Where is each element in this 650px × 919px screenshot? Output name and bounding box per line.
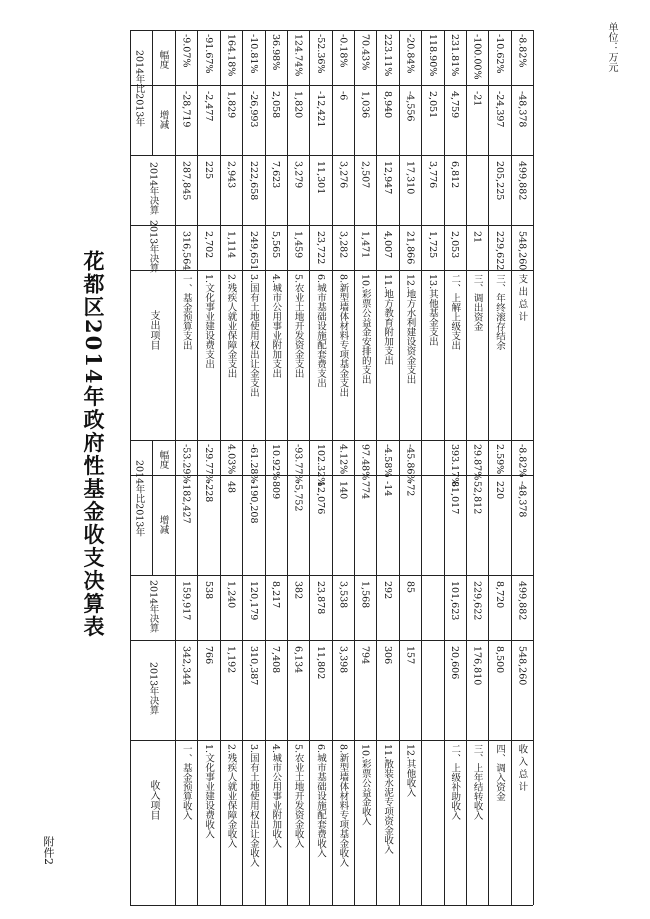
income-row-rule: [354, 440, 355, 905]
expense-row-item: 3.国有土地使用权出让金支出: [247, 274, 259, 398]
expense-row-2013: 2,053: [449, 231, 461, 259]
expense-row-change: 2,058: [270, 91, 282, 119]
income-row-item: 三、上年结转收入: [471, 744, 483, 820]
expense-row-change: 8,940: [382, 91, 394, 119]
expense-row-rate: 118.90%: [426, 34, 438, 77]
expense-row-rule: [511, 30, 512, 440]
expense-row-rule: [444, 30, 445, 440]
income-row-item: 6.城市基础设施配套费收入: [314, 744, 326, 858]
expense-header-item: 支出项目: [148, 310, 159, 350]
income-row-2014: 499,882: [516, 581, 528, 621]
income-row-change: 52,812: [471, 481, 483, 515]
income-row-2013: 794: [359, 646, 371, 665]
income-row-rule: [444, 440, 445, 905]
income-row-rule: [220, 440, 221, 905]
expense-row-2013: 1,471: [359, 231, 371, 259]
expense-row-2013: 5,565: [270, 231, 282, 259]
expense-row-rate: -0.18%: [337, 34, 349, 68]
income-row-rate: 393.17%: [449, 444, 461, 487]
income-row-item: 2.残疾人就业保障金收入: [225, 744, 237, 849]
expense-row-2013: 1,725: [426, 231, 438, 259]
expense-row-rule: [197, 30, 198, 440]
expense-row-2014: 3,276: [337, 161, 349, 189]
expense-row-rule: [242, 30, 243, 440]
expense-row-rate: 70.43%: [359, 34, 371, 71]
expense-row-item: 10.彩票公益金安排的支出: [359, 274, 371, 385]
expense-row-2014: 3,776: [426, 161, 438, 189]
income-row-2014: 120,179: [247, 581, 259, 621]
income-row-2013: 3,398: [337, 646, 349, 674]
income-row-change: 140: [337, 481, 349, 500]
income-row-change: -190,208: [247, 481, 259, 524]
income-row-2013: 1,192: [225, 646, 237, 674]
expense-row-rate: -9.07%: [180, 34, 192, 68]
expense-row-2013: 316,564: [180, 231, 192, 271]
income-row-2013: 6,134: [292, 646, 304, 674]
expense-row-item: 8.新型墙体材料专项基金支出: [337, 274, 349, 398]
income-row-item: 4.城市公用事业附加收入: [270, 744, 282, 849]
expense-row-2014: 3,279: [292, 161, 304, 189]
expense-row-rule: [287, 30, 288, 440]
income-row-rule: [376, 440, 377, 905]
header-rule: [175, 30, 176, 905]
expense-row-2014: 287,845: [180, 161, 192, 201]
expense-header-subrule: [152, 30, 153, 155]
income-row-2014: 1,568: [359, 581, 371, 609]
income-header-2013: 2013年决算: [147, 662, 159, 715]
income-row-change: 774: [359, 481, 371, 500]
expense-row-2013: 249,651: [247, 231, 259, 271]
income-row-item: 3.国有土地使用权出让金收入: [247, 744, 259, 868]
income-row-rate: -8.82%: [516, 444, 528, 478]
income-row-2014: 85: [404, 581, 416, 594]
expense-row-rate: 124.74%: [292, 34, 304, 77]
expense-row-item: 4.城市公用事业附加支出: [270, 274, 282, 379]
income-row-item: 二、上级补助收入: [449, 744, 461, 820]
table-border-bottom: [533, 30, 534, 905]
expense-row-2014: 225: [203, 161, 215, 180]
expense-row-rate: 223.11%: [382, 34, 394, 77]
expense-row-item: 5.农业土地开发资金支出: [292, 274, 304, 379]
income-row-rate: -53.29%: [180, 444, 192, 484]
income-row-2013: 548,260: [516, 646, 528, 686]
income-row-rate: 10.92%: [270, 444, 282, 481]
income-row-rate: 97.48%: [359, 444, 371, 481]
expense-row-change: -6: [337, 91, 349, 101]
income-row-2014: 1,240: [225, 581, 237, 609]
expense-row-rate: -52.36%: [314, 34, 326, 74]
income-row-change: -48,378: [516, 481, 528, 518]
expense-header-change: 增减: [157, 110, 169, 129]
income-row-rule: [309, 440, 310, 905]
expense-row-item: 一、基金预算支出: [180, 274, 192, 350]
expense-row-rate: 36.98%: [270, 34, 282, 71]
income-row-2013: 766: [203, 646, 215, 665]
expense-row-2014: 2,507: [359, 161, 371, 189]
income-row-2013: 310,387: [247, 646, 259, 686]
income-header-compare: 2014年比2013年: [133, 460, 145, 537]
income-row-rule: [466, 440, 467, 905]
income-row-rate: -29.77%: [203, 444, 215, 484]
income-header-subrule: [152, 440, 153, 575]
page-title: 花都区2014年政府性基金收支决算表: [81, 250, 106, 639]
income-row-2014: 229,622: [471, 581, 483, 621]
expense-row-item: 13.其他基金支出: [426, 274, 438, 347]
income-row-item: 四、调入资金: [493, 744, 505, 801]
expense-row-rate: -91.67%: [203, 34, 215, 74]
expense-row-change: -24,397: [493, 91, 505, 128]
expense-row-2014: 499,882: [516, 161, 528, 201]
income-row-2013: 176,810: [471, 646, 483, 686]
expense-row-2013: 21,866: [404, 231, 416, 265]
expense-row-rule: [399, 30, 400, 440]
expense-row-rule: [421, 30, 422, 440]
expense-row-2014: 7,623: [270, 161, 282, 189]
expense-row-2013: 1,459: [292, 231, 304, 259]
expense-row-change: -12,421: [314, 91, 326, 128]
expense-row-2013: 229,622: [493, 231, 505, 271]
income-row-change: -182,427: [180, 481, 192, 524]
income-row-2014: 538: [203, 581, 215, 600]
income-row-2014: 8,217: [270, 581, 282, 609]
expense-row-item: 1.文化事业建设费支出: [203, 274, 215, 369]
expense-row-change: -26,993: [247, 91, 259, 128]
income-row-item: 5.农业土地开发资金收入: [292, 744, 304, 849]
expense-row-2014: 12,947: [382, 161, 394, 195]
expense-row-rate: -100.00%: [471, 34, 483, 80]
expense-row-2014: 6,812: [449, 161, 461, 189]
income-row-rule: [399, 440, 400, 905]
expense-row-rule: [354, 30, 355, 440]
income-row-change: -228: [203, 481, 215, 503]
expense-row-rule: [332, 30, 333, 440]
income-row-rate: -61.28%: [247, 444, 259, 484]
expense-row-item: 二、上解上级支出: [449, 274, 461, 350]
income-row-2013: 11,802: [314, 646, 326, 680]
expense-header-compare: 2014年比2013年: [133, 50, 145, 127]
income-header-2014: 2014年决算: [147, 579, 159, 633]
expense-row-2013: 548,260: [516, 231, 528, 271]
income-row-item: 11.散装水泥专项资金收入: [382, 744, 394, 855]
expense-row-rule: [309, 30, 310, 440]
income-row-rule: [488, 440, 489, 905]
income-row-2014: 159,917: [180, 581, 192, 621]
income-row-item: 12.其他收入: [404, 744, 416, 798]
income-row-change: 809: [270, 481, 282, 500]
expense-row-rate: -20.84%: [404, 34, 416, 74]
income-row-rate: 102.32%: [314, 444, 326, 487]
income-row-2014: 23,878: [314, 581, 326, 615]
income-row-rule: [332, 440, 333, 905]
income-header-item: 收入项目: [148, 780, 159, 820]
table-border-left: [130, 905, 533, 906]
income-row-rate: 4.12%: [337, 444, 349, 475]
income-row-2014: 382: [292, 581, 304, 600]
expense-row-change: 2,051: [426, 91, 438, 119]
expense-row-change: -48,378: [516, 91, 528, 128]
income-header-change: 增减: [157, 515, 169, 534]
expense-row-change: 4,759: [449, 91, 461, 119]
expense-row-rule: [265, 30, 266, 440]
expense-row-2013: 23,722: [314, 231, 326, 265]
expense-row-rate: 164.18%: [225, 34, 237, 77]
expense-row-rule: [376, 30, 377, 440]
expense-row-rate: 231.81%: [449, 34, 461, 77]
income-row-item: 10.彩票公益金收入: [359, 744, 371, 826]
expense-row-change: 1,829: [225, 91, 237, 119]
expense-row-item: 三、调出资金: [471, 274, 483, 331]
expense-row-rate: -10.81%: [247, 34, 259, 74]
income-row-2013: 7,408: [270, 646, 282, 674]
unit-label: 单位：万元: [606, 22, 617, 72]
income-row-rule: [511, 440, 512, 905]
expense-row-item: 11.地方教育附加支出: [382, 274, 394, 366]
income-row-rate: -45.86%: [404, 444, 416, 484]
income-row-rule: [287, 440, 288, 905]
table-border-top: [130, 30, 131, 905]
expense-row-change: -4,556: [404, 91, 416, 122]
income-row-2013: 157: [404, 646, 416, 665]
income-row-rule: [197, 440, 198, 905]
expense-row-2013: 4,007: [382, 231, 394, 259]
income-row-change: 12,076: [314, 481, 326, 515]
income-row-change: -5,752: [292, 481, 304, 512]
expense-row-rule: [220, 30, 221, 440]
expense-row-2014: 2,943: [225, 161, 237, 189]
income-row-rate: -4.58%: [382, 444, 394, 478]
income-row-2013: 306: [382, 646, 394, 665]
income-row-2014: 3,538: [337, 581, 349, 609]
expense-header-2014: 2014年决算: [147, 162, 159, 215]
expense-row-change: -21: [471, 91, 483, 107]
income-row-2014: 292: [382, 581, 394, 600]
income-header-rate: 幅度: [157, 449, 169, 469]
expense-row-2014: 222,658: [247, 161, 259, 201]
income-row-item: 1.文化事业建设费收入: [203, 744, 215, 839]
expense-row-2013: 2,702: [203, 231, 215, 259]
expense-row-rate: -10.62%: [493, 34, 505, 74]
income-row-rate: 29.87%: [471, 444, 483, 481]
income-row-2013: 20,606: [449, 646, 461, 680]
expense-row-item: 2.残疾人就业保障金支出: [225, 274, 237, 379]
income-row-rate: 4.03%: [225, 444, 237, 475]
income-row-change: 220: [493, 481, 505, 500]
income-row-item: 一、基金预算收入: [180, 744, 192, 820]
expense-row-change: 1,820: [292, 91, 304, 119]
expense-row-rule: [466, 30, 467, 440]
income-row-2014: 101,623: [449, 581, 461, 621]
expense-row-2013: 21: [471, 231, 483, 244]
income-row-change: -14: [382, 481, 394, 497]
income-row-rule: [265, 440, 266, 905]
expense-row-item: 支 出 总 计: [516, 274, 528, 322]
income-row-2013: 342,344: [180, 646, 192, 686]
income-row-rule: [242, 440, 243, 905]
income-row-change: 81,017: [449, 481, 461, 515]
income-row-2014: 8,720: [493, 581, 505, 609]
expense-row-item: 12.地方水利建设资金支出: [404, 274, 416, 385]
expense-row-2014: 11,301: [314, 161, 326, 195]
income-row-item: 8.新型墙体材料专项基金收入: [337, 744, 349, 868]
expense-row-2013: 1,114: [225, 231, 237, 259]
expense-row-2014: 17,310: [404, 161, 416, 195]
expense-row-change: -2,477: [203, 91, 215, 122]
expense-row-item: 三、年终滚存结余: [493, 274, 505, 350]
income-row-rate: -93.77%: [292, 444, 304, 484]
expense-row-rule: [488, 30, 489, 440]
income-row-rate: 2.59%: [493, 444, 505, 475]
expense-row-item: 6.城市基础设施配套费支出: [314, 274, 326, 388]
expense-row-2014: 205,225: [493, 161, 505, 201]
expense-row-2013: 3,282: [337, 231, 349, 259]
attachment-label: 附件2: [42, 836, 55, 865]
expense-row-change: 1,036: [359, 91, 371, 119]
income-row-item: 收 入 总 计: [516, 744, 528, 792]
income-row-change: 48: [225, 481, 237, 494]
income-row-2013: 8,500: [493, 646, 505, 674]
expense-header-rate: 幅度: [157, 49, 169, 69]
expense-row-rate: -8.82%: [516, 34, 528, 68]
expense-header-2013: 2013年决算: [147, 219, 159, 273]
income-row-rule: [421, 440, 422, 905]
expense-row-change: -28,719: [180, 91, 192, 128]
income-row-change: -72: [404, 481, 416, 497]
